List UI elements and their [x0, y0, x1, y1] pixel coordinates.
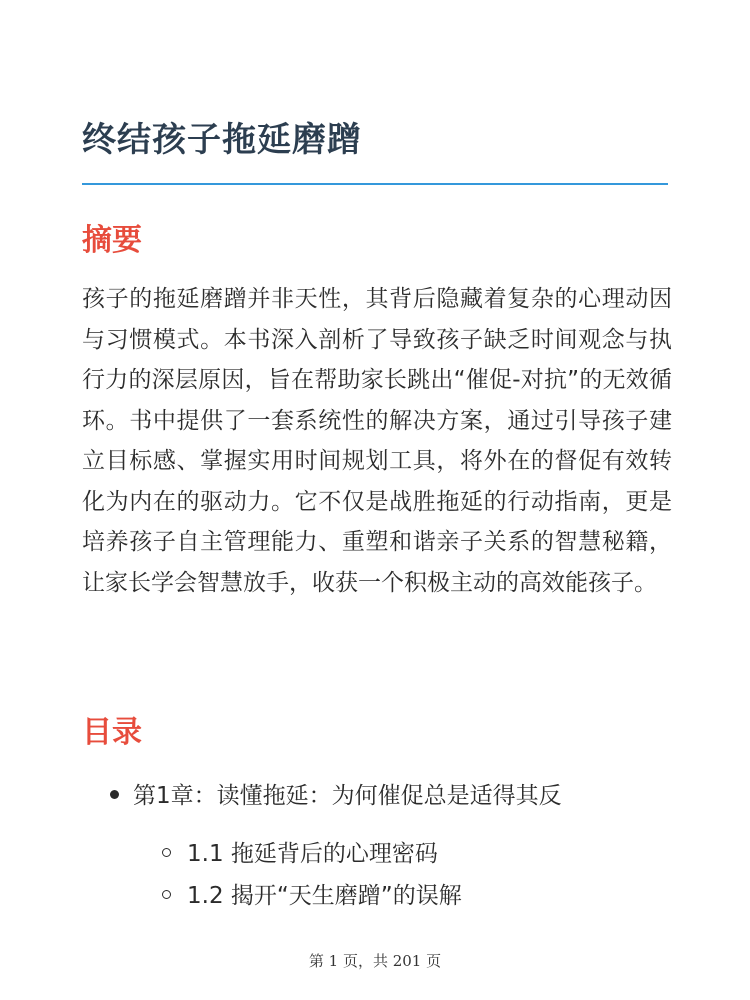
toc-chapter-label: 第1章：读懂拖延：为何催促总是适得其反	[133, 783, 562, 809]
page-number-footer: 第 1 页，共 201 页	[308, 952, 442, 970]
abstract-heading: 摘要	[82, 223, 142, 258]
hollow-bullet-icon	[162, 890, 171, 899]
toc-section-label: 1.2 揭开“天生磨蹭”的误解	[187, 883, 462, 909]
bullet-icon	[110, 790, 119, 799]
document-title: 终结孩子拖延磨蹭	[82, 120, 362, 160]
toc-section-1-1[interactable]	[162, 832, 438, 876]
toc-chapter-1[interactable]	[110, 772, 562, 820]
toc-section-label: 1.1 拖延背后的心理密码	[187, 841, 438, 867]
hollow-bullet-icon	[162, 848, 171, 857]
title-divider	[82, 183, 668, 185]
toc-section-1-2[interactable]	[162, 874, 462, 918]
toc-heading: 目录	[82, 715, 142, 750]
abstract-paragraph: 孩子的拖延磨蹭并非天性，其背后隐藏着复杂的心理动因与习惯模式。本书深入剖析了导致孩子缺乏时间观念与执行力的深层原因，旨在帮助家长跳出“催促-对抗”的无效循环。书中提供了一套系统性的解决方案，通过引导孩子建立目标感、掌握实用时间规划工具，将外在的督促有效转化为内在的驱动力。它不仅是战胜拖延的行动指南，更是培养孩子自主管理能力、重塑和谐亲子关系的智慧秘籍，让家长学会智慧放手，收获一个积极主动的高效能孩子。	[82, 286, 672, 596]
